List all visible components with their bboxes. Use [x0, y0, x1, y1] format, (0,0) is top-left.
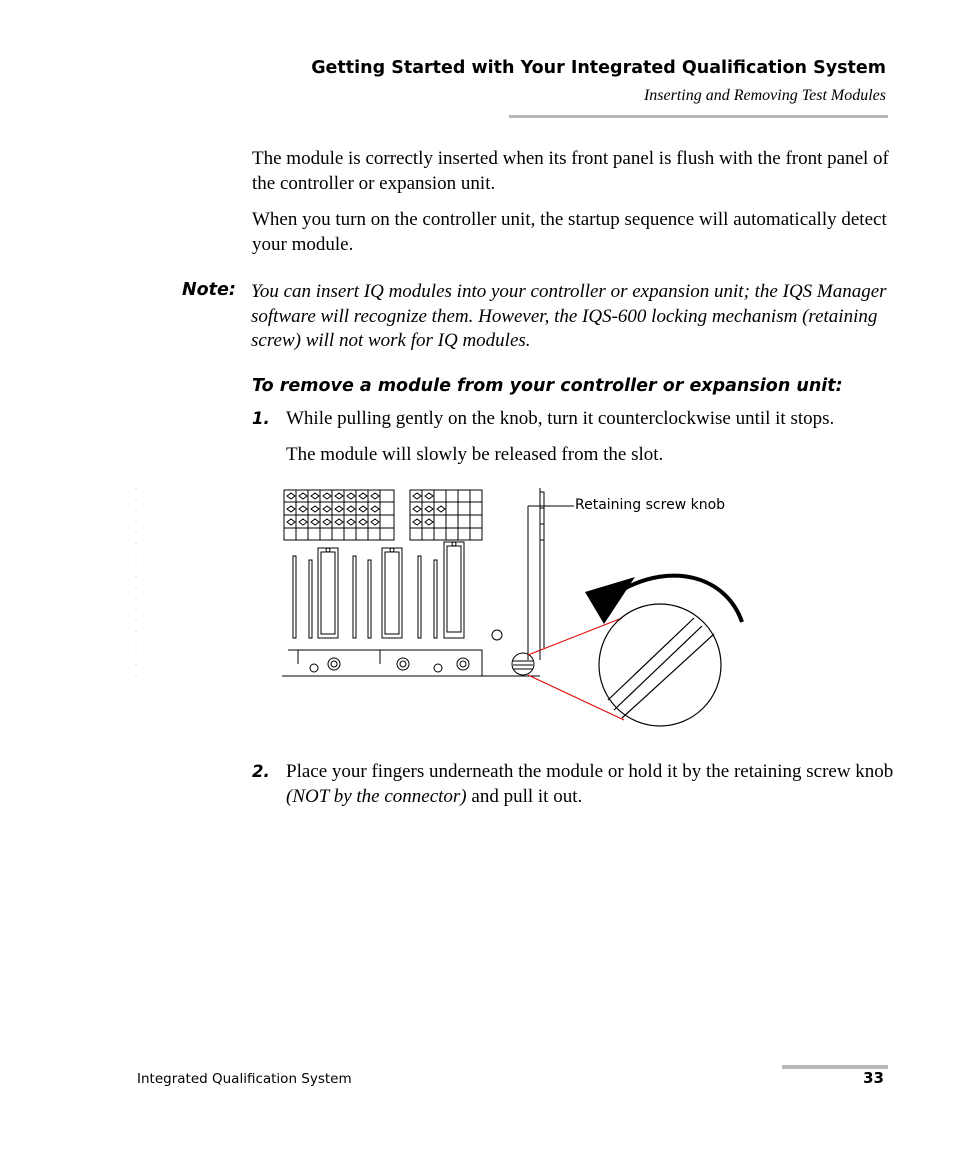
step-number: 2.	[252, 762, 270, 781]
chassis-bottom	[282, 650, 540, 676]
magnified-knob	[599, 604, 721, 726]
module-removal-figure	[130, 478, 760, 738]
running-header-title: Getting Started with Your Integrated Qualification System	[311, 58, 886, 78]
figure-callout-label: Retaining screw knob	[575, 497, 726, 513]
header-rule	[509, 115, 888, 118]
step-text	[286, 759, 896, 809]
note-text: You can insert IQ modules into your controller or expansion unit; the IQS Manager software will recognize them. However, the IQS-600 locking mechanism (retaining screw) will not work for IQ modules.	[251, 281, 887, 351]
step-text: While pulling gently on the knob, turn it counterclockwise until it stops.	[286, 408, 835, 429]
retaining-screw-knob	[512, 653, 534, 675]
footer-product-name: Integrated Qualification System	[137, 1071, 352, 1087]
vent-grid-right	[410, 490, 482, 540]
magnification-lines	[528, 618, 624, 720]
paragraph-startup-detect: When you turn on the controller unit, the startup sequence will automatically detect your module.	[252, 209, 887, 255]
side-frame	[482, 488, 574, 676]
procedure-title: To remove a module from your controller or expansion unit:	[252, 376, 843, 396]
counterclockwise-arrow-icon	[585, 576, 742, 624]
step-text-part: Place your fingers underneath the module or hold it by the retaining screw knob	[286, 761, 894, 782]
page-number: 33	[863, 1069, 884, 1087]
running-header-subtitle: Inserting and Removing Test Modules	[643, 87, 886, 104]
module-slots	[293, 542, 502, 640]
step-followup-text: The module will slowly be released from the slot.	[286, 444, 664, 465]
vent-grid-left	[284, 490, 394, 540]
step-number: 1.	[252, 409, 270, 428]
step-text-emphasis: (NOT by the connector)	[286, 786, 467, 807]
paragraph-module-inserted: The module is correctly inserted when its front panel is flush with the front panel of the controller or expansion unit.	[252, 148, 889, 194]
step-text-part: and pull it out.	[466, 786, 583, 807]
note-label: Note:	[182, 280, 236, 300]
